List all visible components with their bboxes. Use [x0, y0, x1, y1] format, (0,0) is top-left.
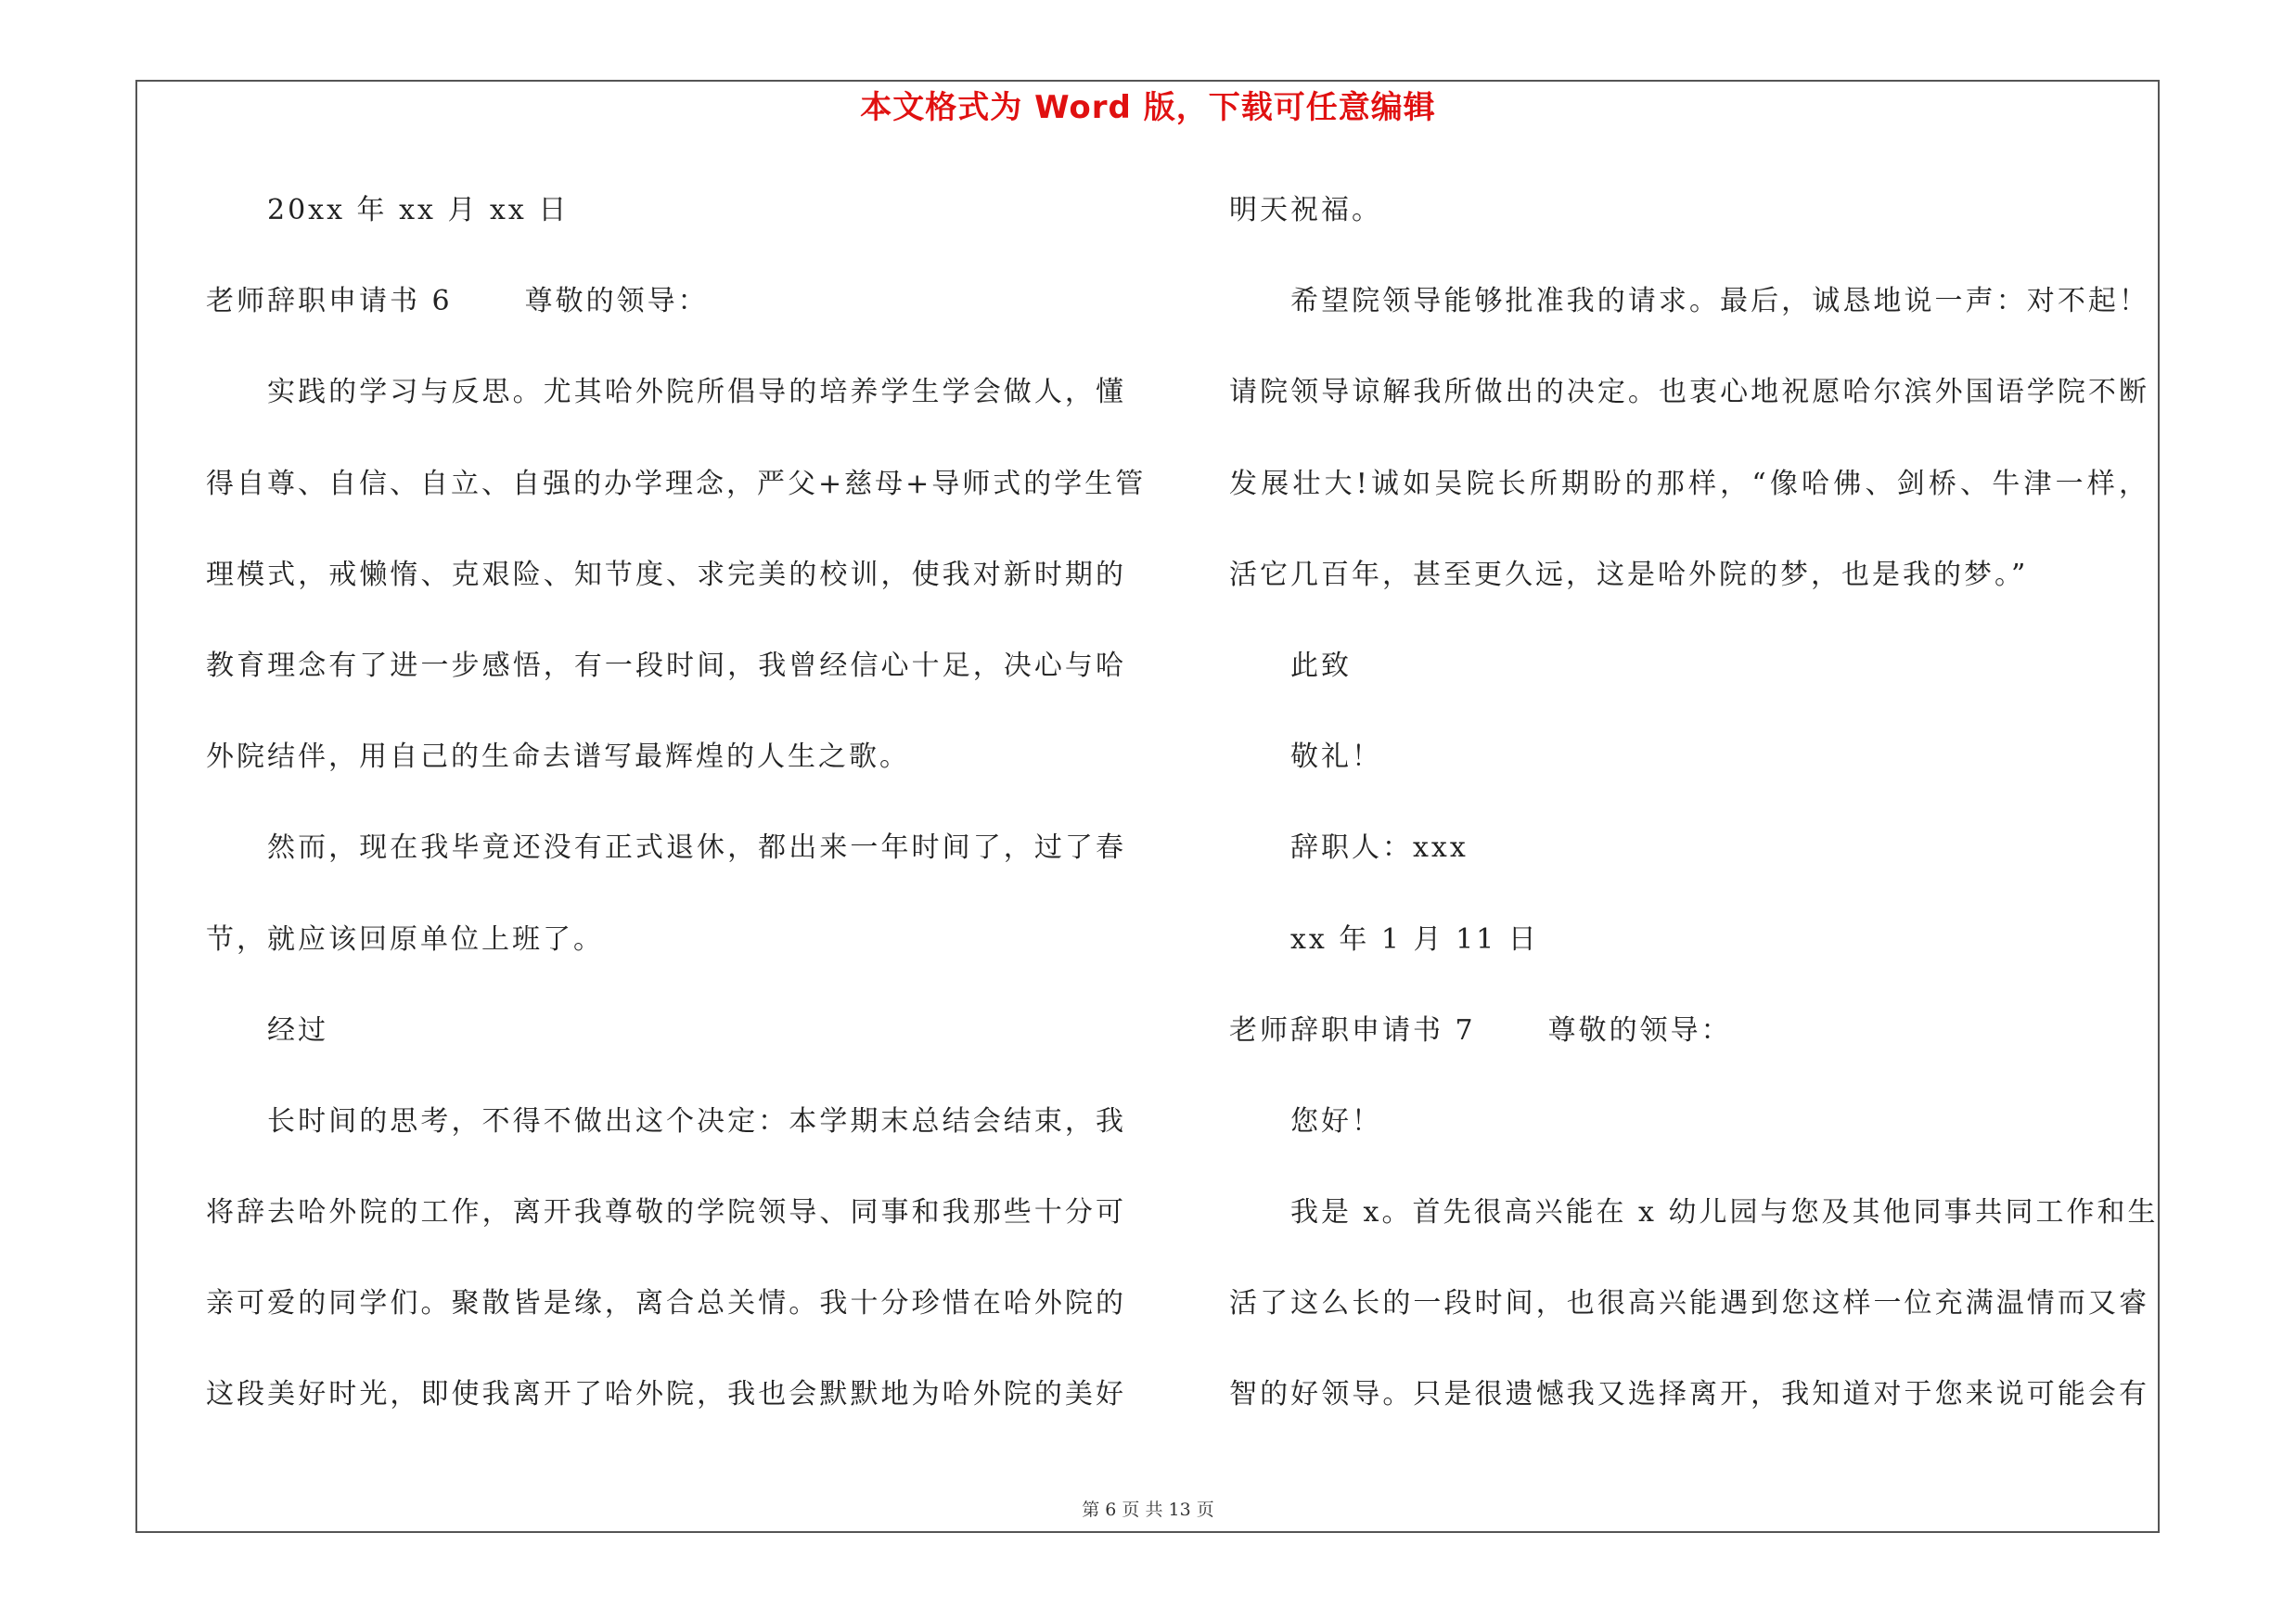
letter-heading-7 — [1229, 1001, 2149, 1092]
text-line: 长时间的思考，不得不做出这个决定：本学期末总结会结束，我 — [267, 1104, 1126, 1138]
text-line: 亲可爱的同学们。聚散皆是缘，离合总关情。我十分珍惜在哈外院的 — [206, 1287, 1126, 1320]
text-line: 然而，现在我毕竟还没有正式退休，都出来一年时间了，过了春 — [267, 831, 1126, 865]
text-line: 外院结伴，用自己的生命去谱写最辉煌的人生之歌。 — [206, 741, 910, 774]
salutation: 尊敬的领导： — [1547, 1013, 1732, 1047]
left-column — [206, 181, 1147, 1457]
closing-line: 此致 — [1290, 649, 1352, 682]
greeting-line: 您好！ — [1290, 1104, 1382, 1138]
text-line: 活它几百年，甚至更久远，这是哈外院的梦，也是我的梦。” — [1229, 558, 2029, 591]
text-line: 理模式，戒懒惰、克艰险、知节度、求完美的校训，使我对新时期的 — [206, 558, 1126, 591]
text-line: 教育理念有了进一步感悟，有一段时间，我曾经信心十足，决心与哈 — [206, 649, 1126, 682]
signature-line: 辞职人：xxx — [1290, 831, 1469, 865]
signature-date: xx 年 1 月 11 日 — [1290, 922, 1539, 956]
text-line: 这段美好时光，即使我离开了哈外院，我也会默默地为哈外院的美好 — [206, 1378, 1126, 1411]
text-line: 明天祝福。 — [1229, 194, 1382, 226]
right-column — [1229, 181, 2159, 1457]
text-line: 请院领导谅解我所做出的决定。也衷心地祝愿哈尔滨外国语学院不断 — [1229, 376, 2149, 409]
format-banner: 本文格式为 Word 版，下载可任意编辑 — [860, 89, 1436, 126]
closing-line: 敬礼！ — [1290, 741, 1382, 774]
text-line: 希望院领导能够批准我的请求。最后，诚恳地说一声：对不起！ — [1290, 285, 2149, 318]
text-line: 节，就应该回原单位上班了。 — [206, 922, 604, 956]
page-number-footer: 第 6 页 共 13 页 — [1082, 1500, 1214, 1520]
text-line: 经过 — [267, 1013, 328, 1047]
letter-heading-6 — [206, 272, 1126, 363]
text-line: 活了这么长的一段时间，也很高兴能遇到您这样一位充满温情而又睿 — [1229, 1287, 2149, 1320]
text-line: 发展壮大!诚如吴院长所期盼的那样，“像哈佛、剑桥、牛津一样， — [1229, 467, 2149, 500]
salutation: 尊敬的领导： — [524, 285, 709, 318]
text-line: 我是 x。首先很高兴能在 x 幼儿园与您及其他同事共同工作和生 — [1290, 1196, 2159, 1230]
text-line: 得自尊、自信、自立、自强的办学理念，严父+慈母+导师式的学生管 — [206, 467, 1147, 500]
date-line: 20xx 年 xx 月 xx 日 — [267, 194, 570, 226]
letter-title: 老师辞职申请书 6 — [206, 285, 453, 318]
letter-title: 老师辞职申请书 7 — [1229, 1013, 1476, 1047]
text-line: 实践的学习与反思。尤其哈外院所倡导的培养学生学会做人，懂 — [267, 376, 1126, 409]
text-line: 将辞去哈外院的工作，离开我尊敬的学院领导、同事和我那些十分可 — [206, 1196, 1126, 1230]
text-line: 智的好领导。只是很遗憾我又选择离开，我知道对于您来说可能会有 — [1229, 1378, 2149, 1411]
